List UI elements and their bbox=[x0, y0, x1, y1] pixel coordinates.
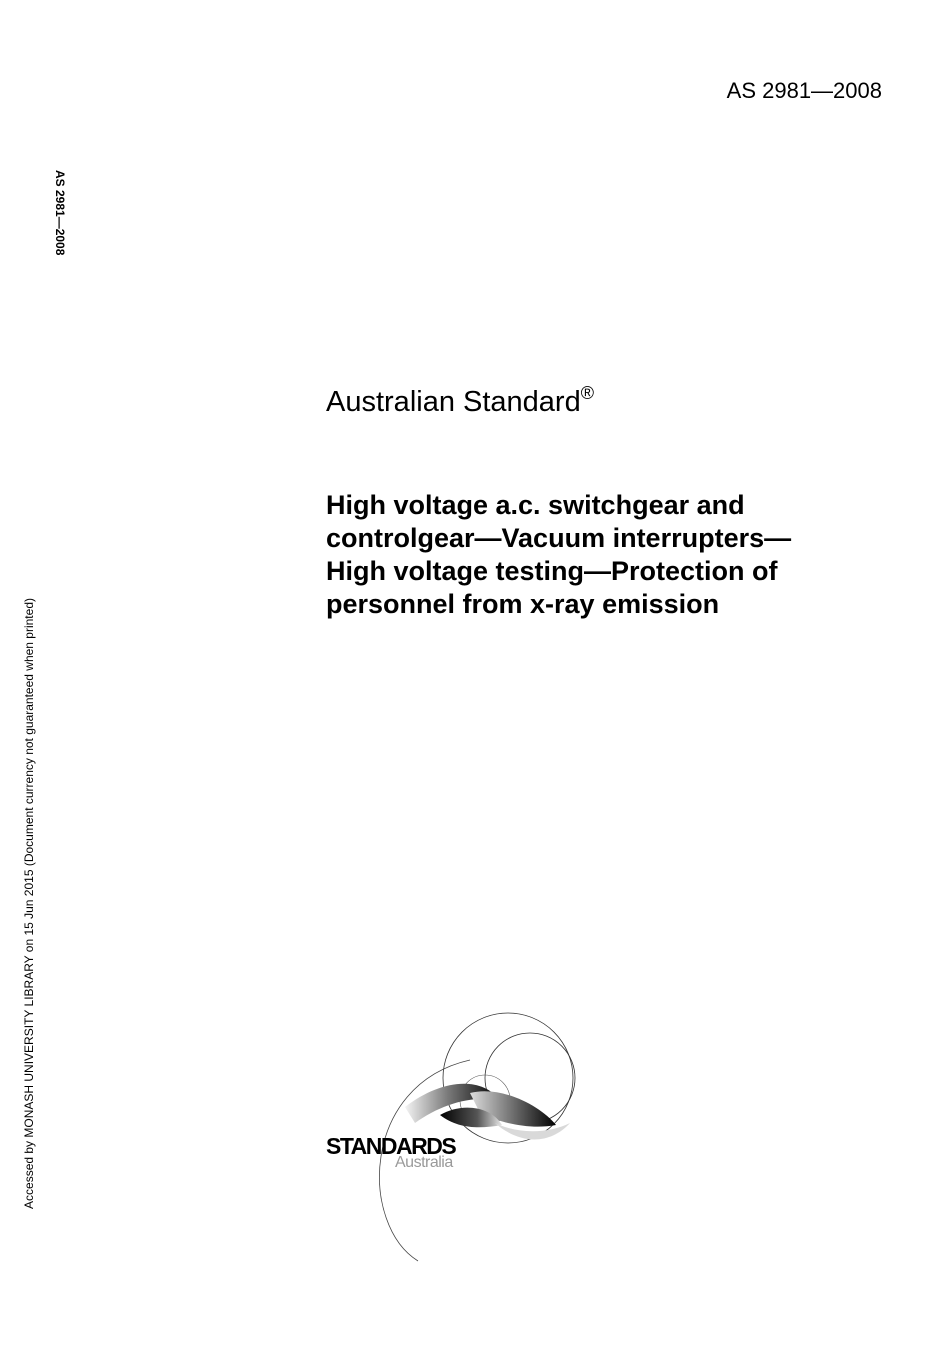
standards-australia-logo bbox=[320, 1005, 590, 1265]
title-line: personnel from x-ray emission bbox=[326, 589, 720, 619]
access-notice: Accessed by MONASH UNIVERSITY LIBRARY on 15 Jun 2015 (Document currency not guaranteed when printed) bbox=[22, 598, 36, 1209]
logo-wordmark: STANDARDS bbox=[326, 1133, 456, 1159]
document-title bbox=[326, 489, 886, 621]
title-line: High voltage testing—Protection of bbox=[326, 556, 778, 586]
title-line: controlgear—Vacuum interrupters— bbox=[326, 523, 792, 553]
spine-document-number: AS 2981—2008 bbox=[53, 170, 67, 256]
logo-subtitle: Australia bbox=[395, 1154, 453, 1171]
series-title-text: Australian Standard bbox=[326, 386, 581, 418]
document-number: AS 2981—2008 bbox=[726, 78, 882, 103]
title-line: High voltage a.c. switchgear and bbox=[326, 490, 745, 520]
registered-mark: ® bbox=[580, 383, 594, 403]
series-title bbox=[326, 383, 594, 419]
